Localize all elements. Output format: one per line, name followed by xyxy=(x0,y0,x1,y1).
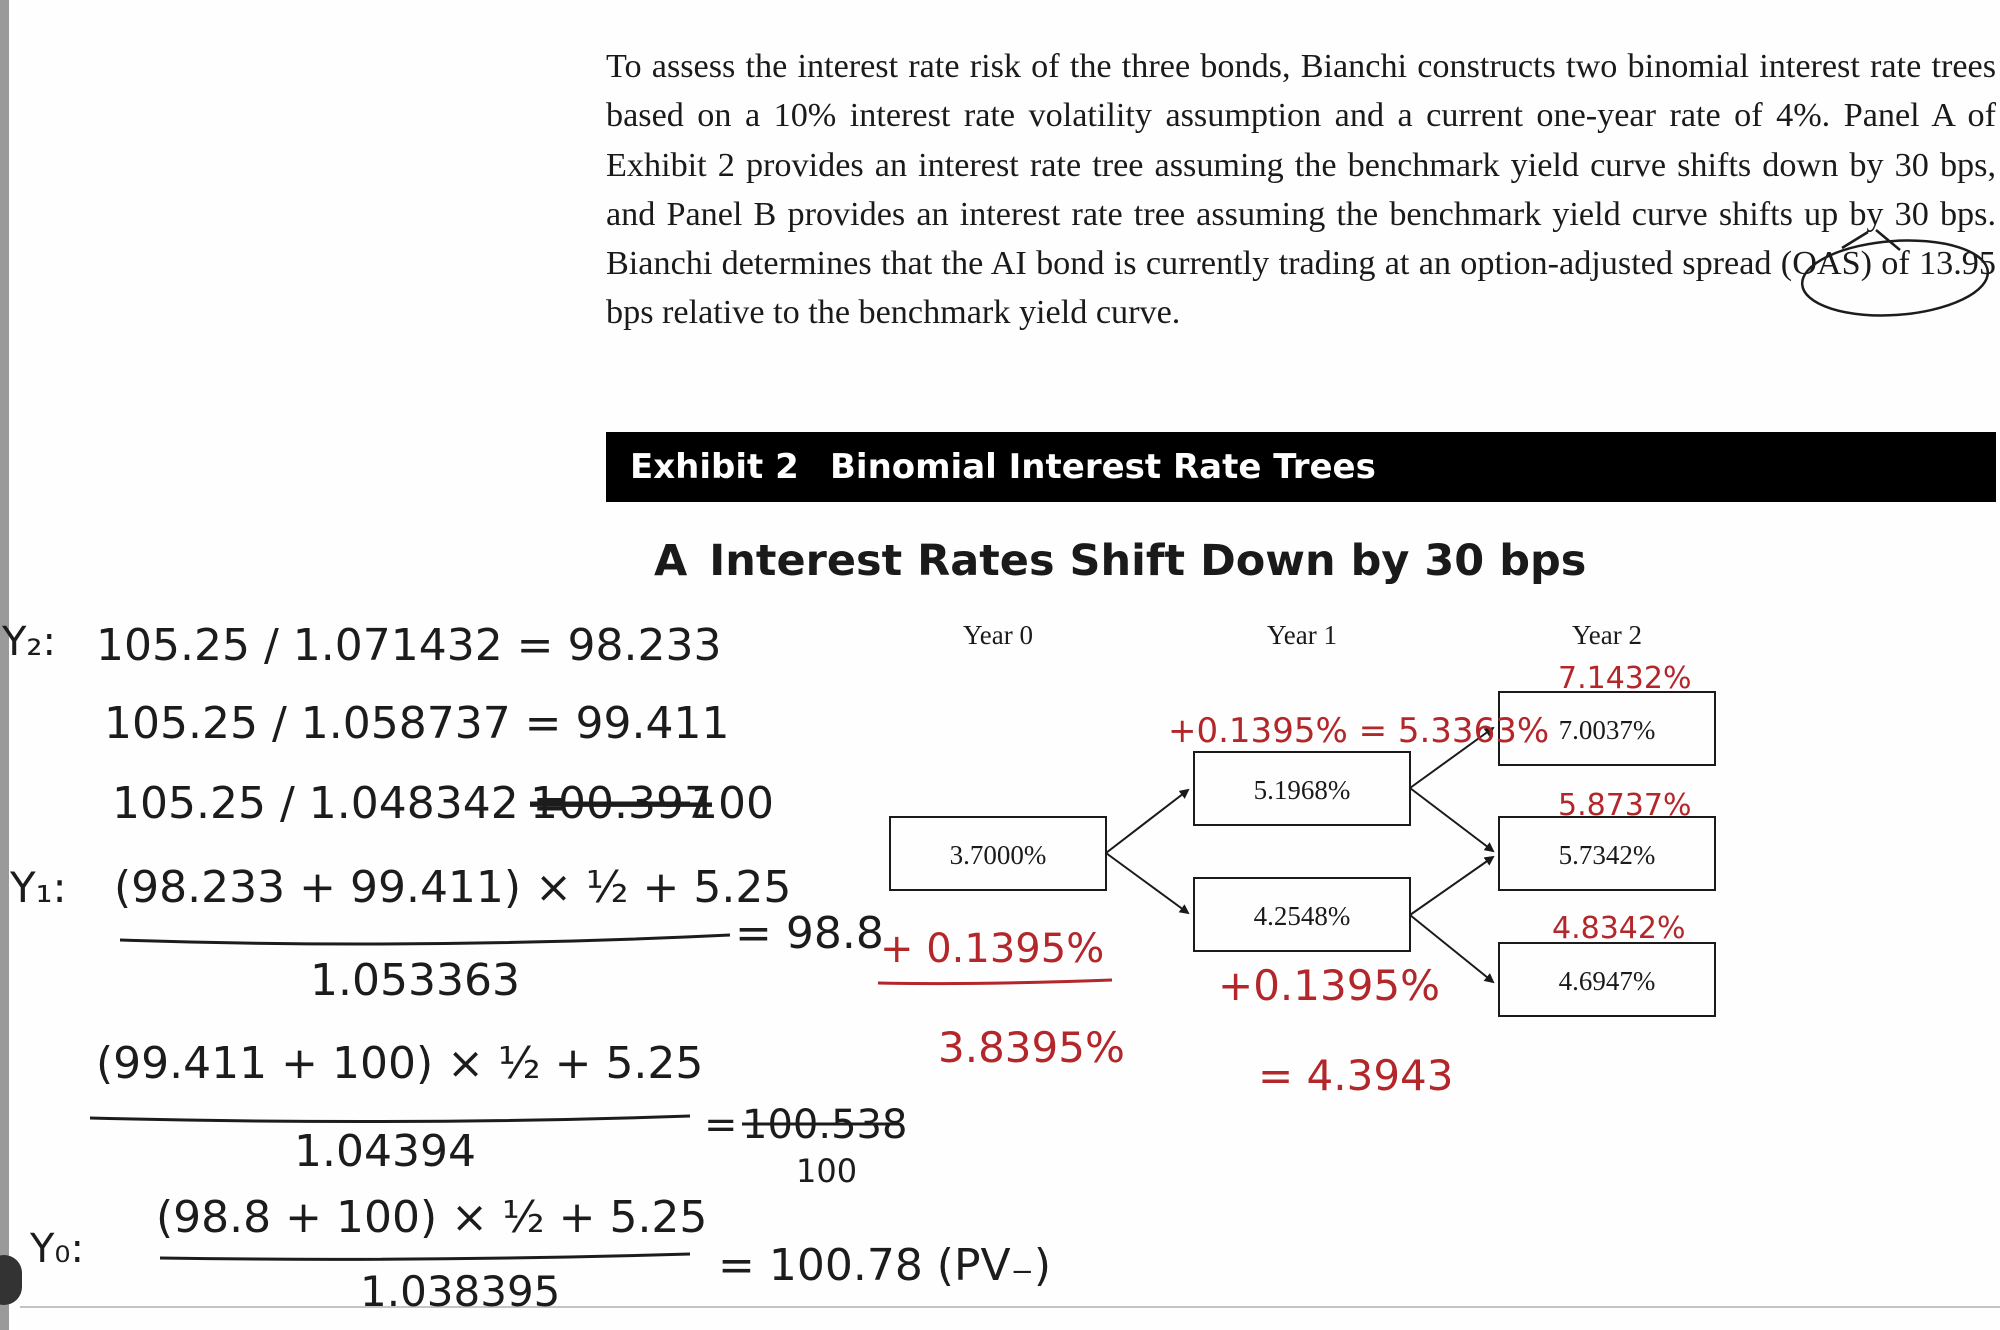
hw-y2-line2: 105.25 / 1.058737 = 99.411 xyxy=(104,698,730,749)
rate-year2-top: 7.0037% xyxy=(1558,715,1656,745)
hw-y2-label: Y₂: xyxy=(2,619,56,665)
hw-y1b-struck: 100.538 xyxy=(742,1102,908,1148)
panel-letter: A xyxy=(654,536,688,586)
hw-y1-den: 1.053363 xyxy=(310,955,520,1006)
hw-red-y2-top: 7.1432% xyxy=(1558,661,1692,696)
tree-edges xyxy=(1106,728,1493,982)
tree-node-year2-bot xyxy=(1499,943,1715,1016)
case-paragraph: To assess the interest rate risk of the three bonds, Bianchi constructs two binomial interest rate trees based on a 10% interest rate volatility assumption and a current one-year rate of 4%. Panel A of Exhibit 2 provides an interest rate tree assuming the benchmark yield curve shifts down by 30 bps, and Panel B provides an interest rate tree assuming the benchmark yield curve shifts up by 30 bps. Bianchi determines that the AI bond is currently trading at an option-adjusted spread (OAS) of 13.95 bps relative to the benchmark yield curve. xyxy=(606,48,1996,332)
hw-red-y0-add: + 0.1395% xyxy=(880,926,1105,972)
page-corner-indicator xyxy=(0,1255,22,1305)
tree-node-year2-top xyxy=(1499,692,1715,765)
left-scrollbar-edge xyxy=(0,0,9,1330)
tree-header-year0: Year 0 xyxy=(962,620,1034,650)
hw-y1-result: = 98.8 xyxy=(735,908,884,959)
hw-y2-line3-post: 100 xyxy=(690,778,774,829)
hw-red-y0-sum: 3.8395% xyxy=(938,1023,1125,1072)
hw-y1b-eq: = xyxy=(704,1102,738,1148)
tree-node-year1-down xyxy=(1194,878,1410,951)
rate-year2-bot: 4.6947% xyxy=(1558,966,1656,996)
tree-header-year2: Year 2 xyxy=(1571,620,1643,650)
hw-red-y2-bot: 4.8342% xyxy=(1552,911,1686,946)
hw-y2-line3-pre: 105.25 / 1.048342 = xyxy=(112,778,570,829)
hw-y2-line1: 105.25 / 1.071432 = 98.233 xyxy=(96,620,722,671)
hw-y0-den: 1.038395 xyxy=(360,1267,561,1316)
hw-y0-result: = 100.78 (PV₋) xyxy=(718,1240,1051,1291)
hw-y1-label: Y₁: xyxy=(10,863,67,912)
page-bottom-divider xyxy=(20,1306,2000,1308)
hw-red-y1-lower-add: +0.1395% xyxy=(1218,961,1441,1010)
rate-year1-down: 4.2548% xyxy=(1253,901,1351,931)
tree-node-year0 xyxy=(890,817,1106,890)
hw-y1b-den: 1.04394 xyxy=(294,1126,476,1177)
rate-year0: 3.7000% xyxy=(949,840,1047,870)
tree-node-year2-mid xyxy=(1499,817,1715,890)
hw-red-y1-upper: +0.1395% = 5.3363% xyxy=(1168,711,1550,751)
hw-y1b-result: 100 xyxy=(796,1152,858,1190)
hw-y1b-num: (99.411 + 100) × ½ + 5.25 xyxy=(96,1038,704,1089)
hw-y0-num: (98.8 + 100) × ½ + 5.25 xyxy=(156,1192,708,1243)
exhibit-header xyxy=(606,432,1996,502)
exhibit-label: Exhibit 2 xyxy=(630,447,799,487)
rate-year1-up: 5.1968% xyxy=(1253,775,1351,805)
tree-header-year1: Year 1 xyxy=(1266,620,1338,650)
hw-y1-num: (98.233 + 99.411) × ½ + 5.25 xyxy=(114,862,792,913)
hw-y0-label: Y₀: xyxy=(30,1226,84,1272)
hw-red-y2-mid: 5.8737% xyxy=(1558,788,1692,823)
rate-year2-mid: 5.7342% xyxy=(1558,840,1656,870)
hw-y2-line3-struck: 100.397 xyxy=(530,778,712,829)
panel-title xyxy=(654,533,1586,589)
panel-title-text: Interest Rates Shift Down by 30 bps xyxy=(709,536,1587,586)
tree-node-year1-up xyxy=(1194,752,1410,825)
hw-red-y1-lower-sum: = 4.3943 xyxy=(1258,1051,1454,1100)
exhibit-title: Binomial Interest Rate Trees xyxy=(830,447,1376,487)
